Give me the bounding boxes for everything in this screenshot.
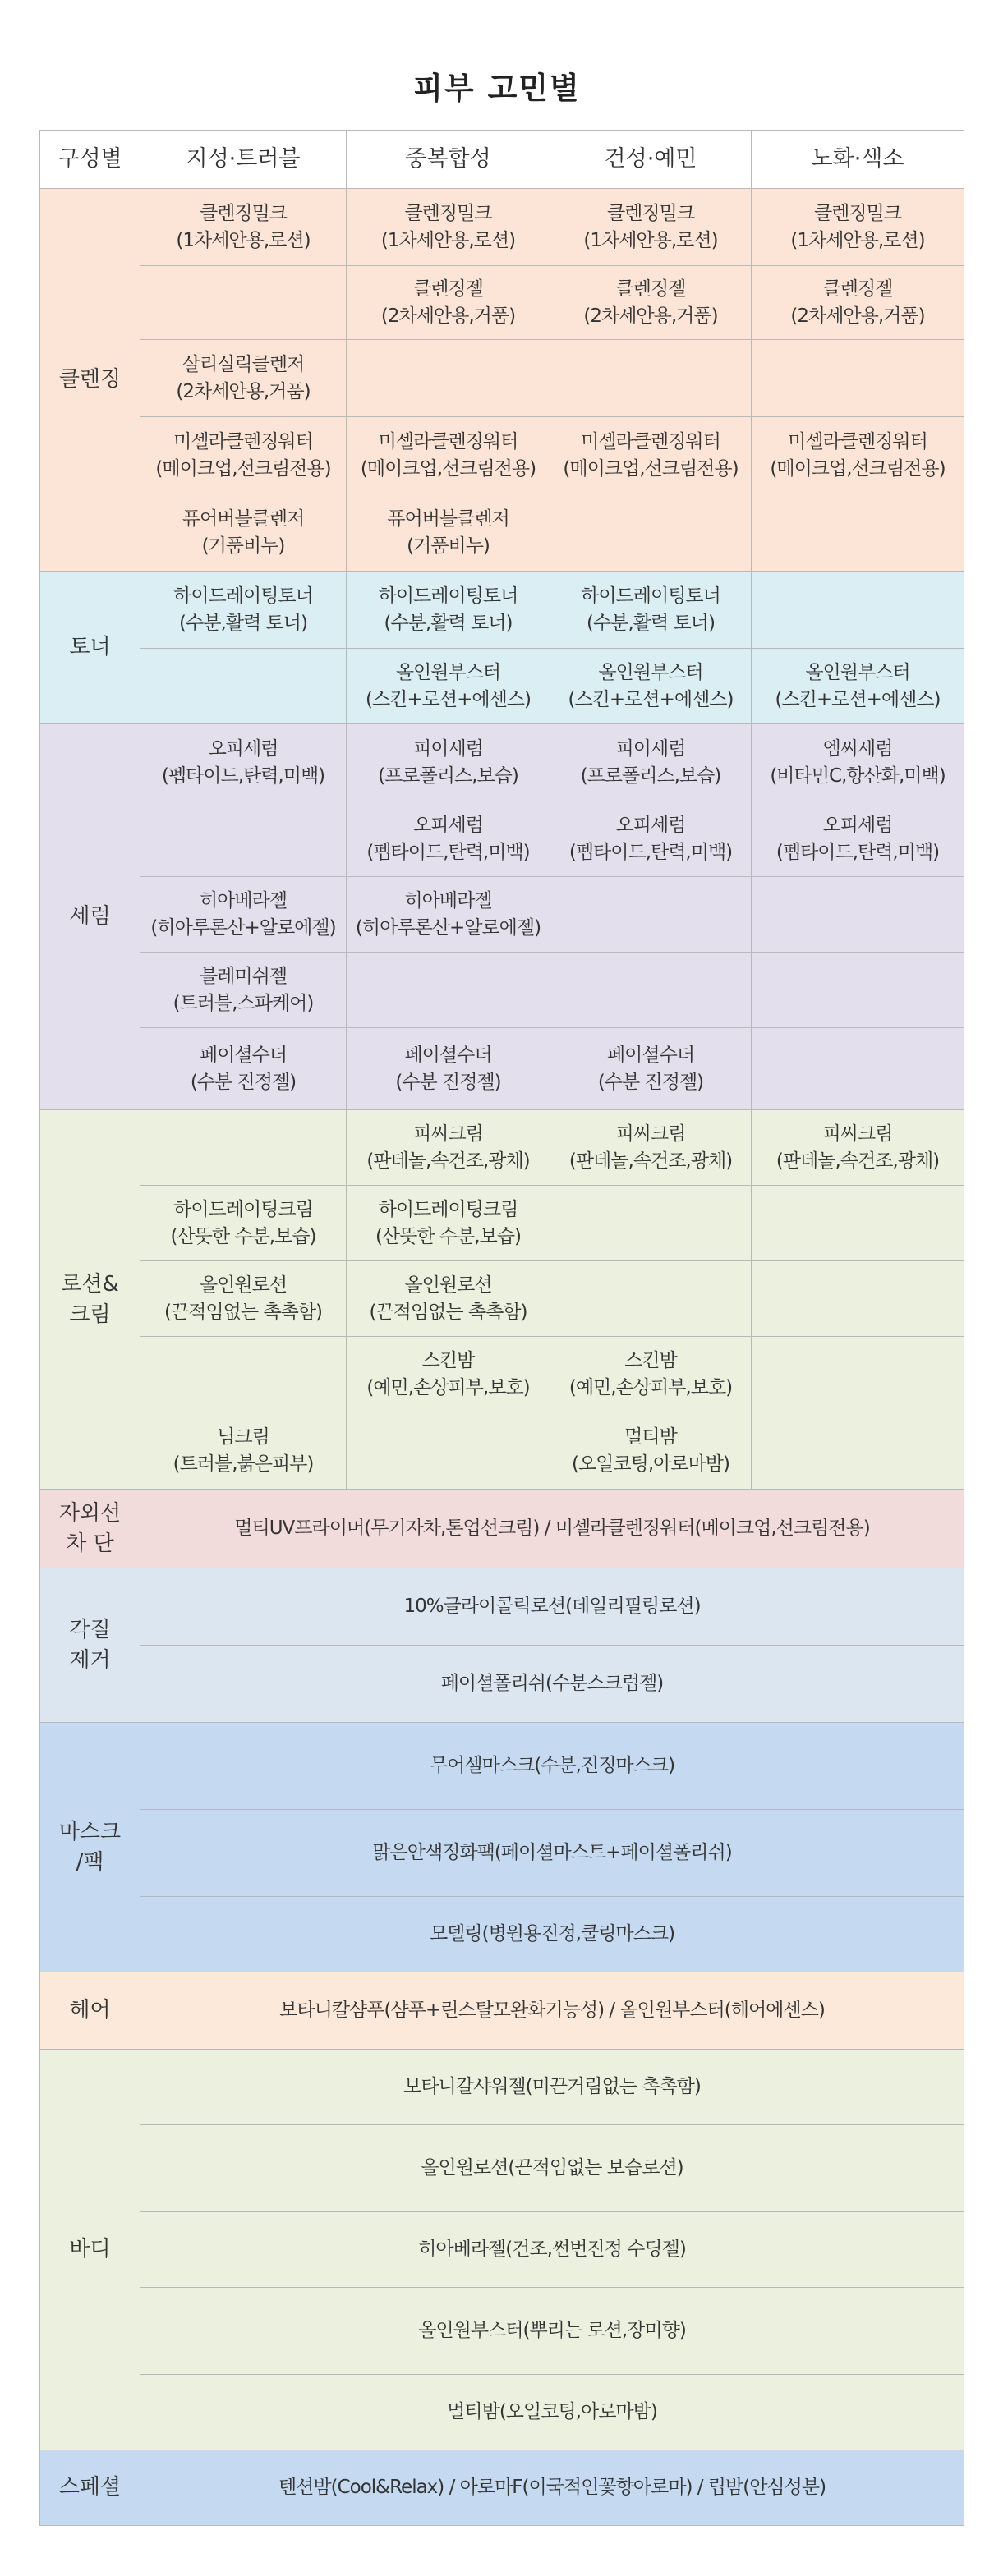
product-cell-dry-sensitive: 클렌징젤 (2차세안용,거품) [550, 266, 752, 340]
table-row [40, 801, 964, 877]
product-cell-dry-sensitive: 미셀라클렌징워터 (메이크업,선크림전용) [550, 417, 752, 494]
product-cell-aging-pigment [752, 1186, 964, 1261]
product-cell-aging-pigment: 오피세럼 (펩타이드,탄력,미백) [752, 801, 964, 877]
product-cell-combination: 피이세럼 (프로폴리스,보습) [347, 724, 550, 801]
product-cell-aging-pigment: 피씨크림 (판테놀,속건조,광채) [752, 1110, 964, 1186]
product-cell-dry-sensitive [550, 340, 752, 417]
header-aging-pigment: 노화·색소 [752, 131, 964, 189]
product-cell-dry-sensitive: 페이셜수더 (수분 진정젤) [550, 1028, 752, 1110]
product-cell-dry-sensitive: 멀티밤 (오일코팅,아로마밤) [550, 1412, 752, 1490]
table-row [40, 1337, 964, 1412]
header-combination: 중복합성 [347, 131, 550, 189]
category-special: 스페셜 [40, 2450, 140, 2526]
product-cell-aging-pigment: 클렌징젤 (2차세안용,거품) [752, 266, 964, 340]
product-cell-dry-sensitive [550, 1186, 752, 1261]
table-row [40, 2212, 964, 2288]
product-cell-aging-pigment [752, 1412, 964, 1490]
product-cell-all-types: 맑은안색정화팩(페이셜마스트+페이셜폴리쉬) [140, 1810, 964, 1897]
product-cell-aging-pigment: 클렌징밀크 (1차세안용,로션) [752, 189, 964, 266]
header-dry-sensitive: 건성·예민 [550, 131, 752, 189]
product-cell-aging-pigment: 올인원부스터 (스킨+로션+에센스) [752, 649, 964, 724]
product-cell-all-types: 10%글라이콜릭로션(데일리필링로션) [140, 1568, 964, 1646]
table-row [40, 877, 964, 953]
category-body: 바디 [40, 2050, 140, 2450]
product-cell-dry-sensitive: 스킨밤 (예민,손상피부,보호) [550, 1337, 752, 1412]
category-lotion-cream: 로션& 크림 [40, 1110, 140, 1490]
table-row [40, 1186, 964, 1261]
product-cell-aging-pigment [752, 494, 964, 572]
product-cell-all-types: 올인원부스터(뿌리는 로션,장미향) [140, 2288, 964, 2375]
skin-concern-table [39, 130, 964, 2526]
product-cell-aging-pigment [752, 572, 964, 649]
category-exfoliation: 각질 제거 [40, 1568, 140, 1723]
table-row [40, 1490, 964, 1568]
product-cell-oily-trouble [140, 1337, 347, 1412]
product-cell-aging-pigment [752, 340, 964, 417]
product-cell-combination [347, 953, 550, 1028]
product-cell-combination: 히아베라젤 (히아루론산+알로에젤) [347, 877, 550, 953]
table-row [40, 1568, 964, 1646]
product-cell-aging-pigment [752, 953, 964, 1028]
table-row [40, 1412, 964, 1490]
product-cell-all-types: 보타니칼샤워젤(미끈거림없는 촉촉함) [140, 2050, 964, 2125]
table-row [40, 1646, 964, 1723]
table-row [40, 1897, 964, 1972]
product-cell-dry-sensitive [550, 1261, 752, 1337]
product-cell-combination: 피씨크림 (판테놀,속건조,광채) [347, 1110, 550, 1186]
product-cell-combination: 클렌징젤 (2차세안용,거품) [347, 266, 550, 340]
table-row [40, 2125, 964, 2212]
category-cleansing: 클렌징 [40, 189, 140, 572]
product-cell-oily-trouble: 님크림 (트러블,붉은피부) [140, 1412, 347, 1490]
product-cell-oily-trouble: 블레미쉬젤 (트러블,스파케어) [140, 953, 347, 1028]
category-serum: 세럼 [40, 724, 140, 1110]
table-row [40, 1723, 964, 1810]
table-row [40, 2375, 964, 2450]
product-cell-combination: 클렌징밀크 (1차세안용,로션) [347, 189, 550, 266]
product-cell-dry-sensitive: 오피세럼 (펩타이드,탄력,미백) [550, 801, 752, 877]
product-cell-oily-trouble: 오피세럼 (펩타이드,탄력,미백) [140, 724, 347, 801]
product-cell-aging-pigment [752, 1028, 964, 1110]
product-cell-oily-trouble: 클렌징밀크 (1차세안용,로션) [140, 189, 347, 266]
table-row [40, 2450, 964, 2526]
header-oily-trouble: 지성·트러블 [140, 131, 347, 189]
product-cell-combination: 페이셜수더 (수분 진정젤) [347, 1028, 550, 1110]
product-cell-dry-sensitive: 피씨크림 (판테놀,속건조,광채) [550, 1110, 752, 1186]
table-row [40, 494, 964, 572]
category-mask-pack: 마스크 /팩 [40, 1723, 140, 1972]
table-row [40, 417, 964, 494]
product-cell-all-types: 보타니칼샴푸(샴푸+린스탈모완화기능성) / 올인원부스터(헤어에센스) [140, 1972, 964, 2050]
table-row [40, 649, 964, 724]
table-row [40, 953, 964, 1028]
table-row [40, 1810, 964, 1897]
table-row [40, 340, 964, 417]
product-cell-dry-sensitive: 클렌징밀크 (1차세안용,로션) [550, 189, 752, 266]
category-sunscreen: 자외선 차 단 [40, 1490, 140, 1568]
product-cell-aging-pigment [752, 1337, 964, 1412]
product-cell-combination: 오피세럼 (펩타이드,탄력,미백) [347, 801, 550, 877]
table-row [40, 1028, 964, 1110]
product-cell-dry-sensitive [550, 877, 752, 953]
product-cell-all-types: 모델링(병원용진정,쿨링마스크) [140, 1897, 964, 1972]
product-cell-all-types: 멀티밤(오일코팅,아로마밤) [140, 2375, 964, 2450]
table-row [40, 572, 964, 649]
product-cell-oily-trouble [140, 649, 347, 724]
product-cell-combination: 하이드레이팅토너 (수분,활력 토너) [347, 572, 550, 649]
table-row [40, 1261, 964, 1337]
table-row [40, 266, 964, 340]
table-row [40, 1972, 964, 2050]
product-cell-combination: 미셀라클렌징워터 (메이크업,선크림전용) [347, 417, 550, 494]
product-cell-dry-sensitive [550, 494, 752, 572]
table-row [40, 724, 964, 801]
product-cell-oily-trouble [140, 266, 347, 340]
product-cell-dry-sensitive: 올인원부스터 (스킨+로션+에센스) [550, 649, 752, 724]
category-hair: 헤어 [40, 1972, 140, 2050]
product-cell-oily-trouble: 페이셜수더 (수분 진정젤) [140, 1028, 347, 1110]
product-cell-oily-trouble: 하이드레이팅크림 (산뜻한 수분,보습) [140, 1186, 347, 1261]
product-cell-aging-pigment [752, 1261, 964, 1337]
product-cell-all-types: 페이셜폴리쉬(수분스크럽젤) [140, 1646, 964, 1723]
product-cell-all-types: 멀티UV프라이머(무기자차,톤업선크림) / 미셀라클렌징워터(메이크업,선크림전용) [140, 1490, 964, 1568]
table-row [40, 2050, 964, 2125]
product-cell-oily-trouble: 히아베라젤 (히아루론산+알로에젤) [140, 877, 347, 953]
product-cell-oily-trouble [140, 801, 347, 877]
product-cell-all-types: 무어셀마스크(수분,진정마스크) [140, 1723, 964, 1810]
product-cell-oily-trouble: 미셀라클렌징워터 (메이크업,선크림전용) [140, 417, 347, 494]
product-cell-combination: 올인원부스터 (스킨+로션+에센스) [347, 649, 550, 724]
product-cell-dry-sensitive [550, 953, 752, 1028]
page-title: 피부 고민별 [413, 71, 581, 106]
product-cell-all-types: 히아베라젤(건조,썬번진정 수딩젤) [140, 2212, 964, 2288]
product-cell-oily-trouble: 하이드레이팅토너 (수분,활력 토너) [140, 572, 347, 649]
table-row [40, 2288, 964, 2375]
product-cell-combination [347, 1412, 550, 1490]
header-row [40, 131, 964, 189]
product-cell-all-types: 텐션밤(Cool&Relax) / 아로마F(이국적인꽃향아로마) / 립밤(안심성분) [140, 2450, 964, 2526]
product-cell-aging-pigment: 미셀라클렌징워터 (메이크업,선크림전용) [752, 417, 964, 494]
product-cell-combination [347, 340, 550, 417]
product-cell-oily-trouble: 살리실릭클렌저 (2차세안용,거품) [140, 340, 347, 417]
product-cell-oily-trouble: 올인원로션 (끈적임없는 촉촉함) [140, 1261, 347, 1337]
product-cell-aging-pigment [752, 877, 964, 953]
product-cell-oily-trouble: 퓨어버블클렌저 (거품비누) [140, 494, 347, 572]
table-row [40, 1110, 964, 1186]
product-cell-combination: 하이드레이팅크림 (산뜻한 수분,보습) [347, 1186, 550, 1261]
table-row [40, 189, 964, 266]
product-cell-dry-sensitive: 피이세럼 (프로폴리스,보습) [550, 724, 752, 801]
product-cell-aging-pigment: 엠씨세럼 (비타민C,항산화,미백) [752, 724, 964, 801]
product-cell-combination: 스킨밤 (예민,손상피부,보호) [347, 1337, 550, 1412]
product-cell-oily-trouble [140, 1110, 347, 1186]
header-category: 구성별 [40, 131, 140, 189]
product-cell-combination: 퓨어버블클렌저 (거품비누) [347, 494, 550, 572]
product-cell-combination: 올인원로션 (끈적임없는 촉촉함) [347, 1261, 550, 1337]
product-cell-dry-sensitive: 하이드레이팅토너 (수분,활력 토너) [550, 572, 752, 649]
category-toner: 토너 [40, 572, 140, 724]
product-cell-all-types: 올인원로션(끈적임없는 보습로션) [140, 2125, 964, 2212]
